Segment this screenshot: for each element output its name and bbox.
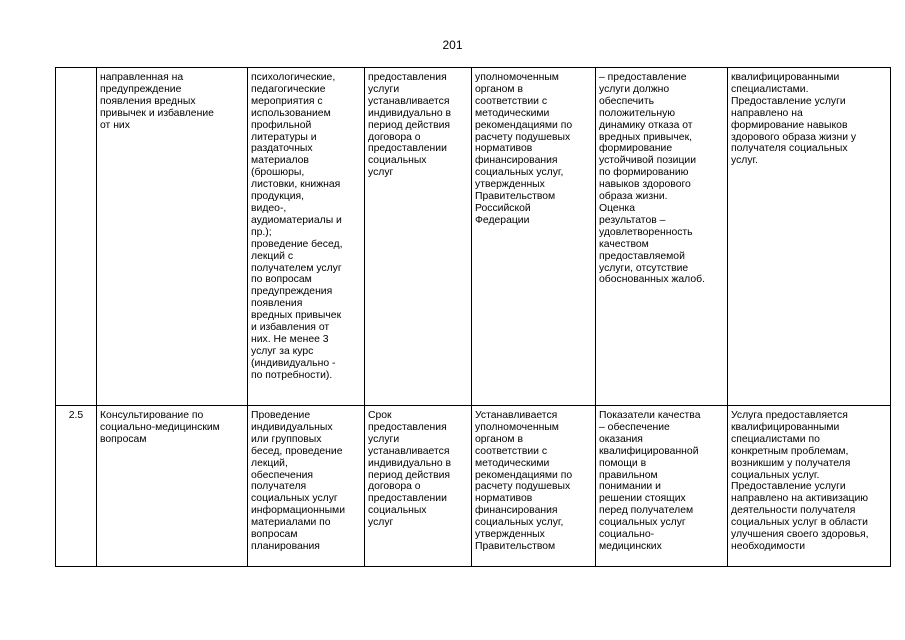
cell-text-line: по вопросам — [251, 274, 312, 286]
cell-text-line: социальных услуг, — [475, 167, 564, 179]
cell-text-line: вопросам — [100, 433, 147, 445]
cell-text-line: предоставляемой — [599, 250, 685, 262]
cell-text-line: договора о — [368, 481, 421, 493]
cell-text-line: правильном — [599, 469, 658, 481]
cell-text-line: по формированию — [599, 167, 689, 179]
cell-text-line: получателя — [251, 481, 307, 493]
cell-text-line: вредных привычек — [251, 310, 342, 322]
cell-text-line: Консультирование по — [100, 410, 204, 421]
cell-text-line: период действия — [368, 469, 451, 481]
cell-text-line: обоснованных жалоб. — [599, 274, 705, 286]
cell-text-line: методическими — [475, 107, 550, 119]
cell-text-line: появления — [251, 298, 303, 310]
cell-text-line: здорового образа жизни у — [731, 131, 857, 143]
cell-text-line: квалифицированными — [731, 421, 840, 433]
cell-text-line: литературы и — [251, 131, 317, 143]
cell-text-line: проведение бесед, — [251, 238, 343, 250]
cell-text-line: динамику отказа от — [599, 119, 693, 131]
cell-text-line: услуги — [368, 433, 400, 445]
cell-text-line: услуги — [368, 83, 400, 95]
cell-text-line: появления вредных — [100, 95, 196, 107]
cell-text-line: получателя социальных — [731, 143, 848, 155]
cell-text-line: листовки, книжная — [251, 179, 341, 191]
cell-text-line: (брошюры, — [251, 167, 305, 179]
cell-text-line: психологические, — [251, 72, 336, 83]
cell-text-line: социально-медицинским — [100, 421, 220, 433]
cell-text-line: лекций, — [251, 457, 288, 469]
cell-text-line: мероприятия с — [251, 95, 323, 107]
cell-text-line: квалифицированными — [731, 72, 840, 83]
table-row — [56, 406, 891, 567]
cell-text-line: социальных услуг. — [731, 469, 820, 481]
cell-text-line: или групповых — [251, 433, 322, 445]
cell-text-line: по потребности). — [251, 369, 333, 381]
cell-text-line: них. Не менее 3 — [251, 333, 329, 345]
cell-text-line: бесед, проведение — [251, 445, 343, 457]
page-number: 201 — [442, 38, 463, 52]
cell-text-line: индивидуальных — [251, 421, 333, 433]
cell-text-line: информационными — [251, 505, 345, 517]
cell-text-line: социально- — [599, 529, 655, 541]
cell-text-line: и избавления от — [251, 322, 330, 334]
cell-text-line: финансирования — [475, 505, 558, 517]
cell-text-line: Предоставление услуги — [731, 95, 846, 107]
cell-text-line: материалами по — [251, 517, 331, 529]
cell-text-line: понимании и — [599, 481, 661, 493]
cell-text-line: материалов — [251, 155, 309, 167]
table-row — [56, 68, 891, 406]
cell-text-line: планирования — [251, 540, 320, 552]
cell-text-line: методическими — [475, 457, 550, 469]
cell-text-line: услуг. — [731, 155, 758, 167]
cell-text-line: вопросам — [251, 529, 298, 541]
cell-text-line: использованием — [251, 107, 331, 119]
row-number-cell: 2.5 — [56, 406, 97, 567]
cell-text-line: (индивидуально - — [251, 357, 336, 369]
cell-text-line: нормативов — [475, 493, 533, 505]
cell-text-line: социальных услуг, — [475, 517, 564, 529]
cell-text-line: конкретным проблемам, — [731, 445, 849, 457]
cell-text-line: индивидуально в — [368, 107, 452, 119]
cell-text-line: предоставлении — [368, 493, 447, 505]
cell-text-line: нормативов — [475, 143, 533, 155]
cell-text-line: специалистами. — [731, 83, 809, 95]
cell-text-line: договора о — [368, 131, 421, 143]
cell-text-line: услуги должно — [599, 83, 670, 95]
cell-text-line: услуг — [368, 517, 394, 529]
cell-text-line: предоставления — [368, 421, 447, 433]
cell-text-line: продукция, — [251, 191, 305, 203]
table-cell — [248, 406, 365, 567]
cell-text-line: направленная на — [100, 72, 184, 83]
cell-text-line: улучшения своего здоровья, — [731, 529, 869, 541]
cell-text-line: педагогические — [251, 83, 326, 95]
cell-text-line: соответствии с — [475, 95, 548, 107]
cell-text-line: предупреждение — [100, 83, 182, 95]
cell-text-line: органом в — [475, 83, 523, 95]
cell-text-line: от них — [100, 119, 130, 131]
cell-text-line: Показатели качества — [599, 410, 701, 421]
cell-text-line: удовлетворенность — [599, 226, 693, 238]
cell-text-line: органом в — [475, 433, 523, 445]
cell-text-line: раздаточных — [251, 143, 313, 155]
cell-text-line: устанавливается — [368, 95, 450, 107]
cell-text-line: устанавливается — [368, 445, 450, 457]
cell-text-line: предупреждения — [251, 286, 333, 298]
cell-text-line: навыков здорового — [599, 179, 691, 191]
cell-text-line: Правительством — [475, 540, 556, 552]
cell-text-line: Услуга предоставляется — [731, 410, 848, 421]
cell-text-line: вредных привычек, — [599, 131, 693, 143]
cell-text-line: уполномоченным — [475, 72, 559, 83]
cell-text-line: оказания — [599, 433, 643, 445]
cell-text-line: Устанавливается — [475, 410, 558, 421]
cell-text-line: социальных — [368, 155, 427, 167]
cell-text-line: – предоставление — [599, 72, 687, 83]
cell-text-line: медицинских — [599, 540, 662, 552]
cell-text-line: Срок — [368, 410, 392, 421]
cell-text-line: направлено на — [731, 107, 803, 119]
cell-text-line: социальных услуг — [599, 517, 686, 529]
cell-text-line: специалистами по — [731, 433, 820, 445]
cell-text-line: получателем услуг — [251, 262, 342, 274]
cell-text-line: аудиоматериалы и — [251, 214, 342, 226]
cell-text-line: видео-, — [251, 202, 287, 214]
cell-text-line: рекомендациями по — [475, 469, 573, 481]
cell-text-line: услуг за курс — [251, 345, 314, 357]
table-cell — [248, 68, 365, 406]
table-cell — [728, 68, 891, 406]
cell-text-line: услуг — [368, 167, 394, 179]
services-table — [55, 67, 891, 567]
cell-text-line: формирование навыков — [731, 119, 848, 131]
table-cell — [97, 406, 248, 567]
cell-text-line: Предоставление услуги — [731, 481, 846, 493]
cell-text-line: квалифицированной — [599, 445, 699, 457]
cell-text-line: деятельности получателя — [731, 505, 856, 517]
table-cell — [472, 68, 596, 406]
cell-text-line: рекомендациями по — [475, 119, 573, 131]
cell-text-line: расчету подушевых — [475, 131, 571, 143]
cell-text-line: расчету подушевых — [475, 481, 571, 493]
cell-text-line: положительную — [599, 107, 676, 119]
cell-text-line: качеством — [599, 238, 649, 250]
table-cell — [728, 406, 891, 567]
cell-text-line: утвержденных — [475, 179, 545, 191]
cell-text-line: уполномоченным — [475, 421, 559, 433]
cell-text-line: образа жизни. — [599, 191, 668, 203]
cell-text-line: соответствии с — [475, 445, 548, 457]
cell-text-line: профильной — [251, 119, 312, 131]
table-cell — [97, 68, 248, 406]
cell-text-line: лекций с — [251, 250, 294, 262]
cell-text-line: перед получателем — [599, 505, 694, 517]
cell-text-line: направлено на активизацию — [731, 493, 869, 505]
row-number-cell — [56, 68, 97, 406]
cell-text-line: Федерации — [475, 214, 530, 226]
cell-text-line: утвержденных — [475, 529, 545, 541]
cell-text-line: необходимости — [731, 540, 806, 552]
cell-text-line: предоставлении — [368, 143, 447, 155]
cell-text-line: пр.); — [251, 226, 272, 238]
cell-text-line: социальных услуг — [251, 493, 338, 505]
cell-text-line: устойчивой позиции — [599, 155, 697, 167]
cell-text-line: услуги, отсутствие — [599, 262, 689, 274]
cell-text-line: возникшим у получателя — [731, 457, 851, 469]
cell-text-line: Проведение — [251, 410, 311, 421]
cell-text-line: социальных услуг в области — [731, 517, 868, 529]
cell-text-line: формирование — [599, 143, 673, 155]
cell-text-line: предоставления — [368, 72, 447, 83]
table-cell — [596, 406, 728, 567]
cell-text-line: – обеспечение — [599, 421, 670, 433]
cell-text-line: индивидуально в — [368, 457, 452, 469]
cell-text-line: Российской — [475, 202, 531, 214]
cell-text-line: период действия — [368, 119, 451, 131]
table-cell — [365, 68, 472, 406]
cell-text-line: финансирования — [475, 155, 558, 167]
cell-text-line: Оценка — [599, 202, 635, 214]
cell-text-line: социальных — [368, 505, 427, 517]
table-cell — [596, 68, 728, 406]
table-cell — [472, 406, 596, 567]
cell-text-line: решении стоящих — [599, 493, 686, 505]
table-cell — [365, 406, 472, 567]
cell-text-line: результатов – — [599, 214, 666, 226]
cell-text-line: помощи в — [599, 457, 647, 469]
cell-text-line: обеспечить — [599, 95, 655, 107]
cell-text-line: Правительством — [475, 191, 556, 203]
cell-text-line: привычек и избавление — [100, 107, 214, 119]
cell-text-line: обеспечения — [251, 469, 314, 481]
